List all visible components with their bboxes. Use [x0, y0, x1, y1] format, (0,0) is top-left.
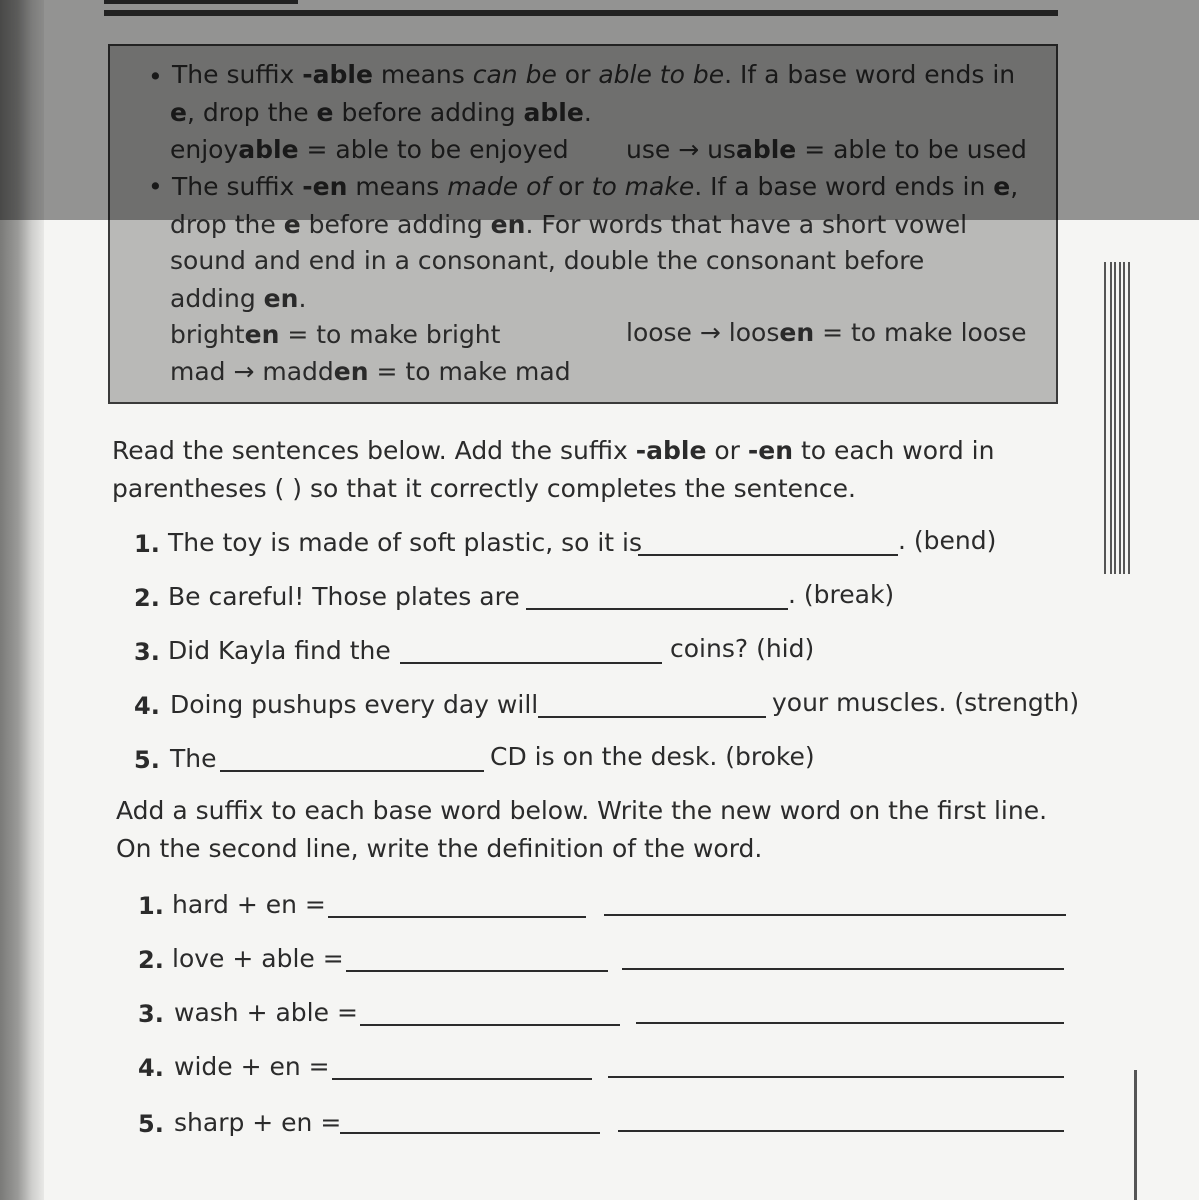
part2-item-4-word-blank[interactable] [332, 1078, 592, 1080]
part1-item-2-number: 2. [134, 584, 160, 612]
part2-item-3-word-blank[interactable] [360, 1024, 620, 1026]
part2-item-5-definition-blank[interactable] [618, 1130, 1064, 1132]
part2-item-5-number: 5. [138, 1110, 164, 1138]
part2-item-2-definition-blank[interactable] [622, 968, 1064, 970]
part2-item-5-text: sharp + en = [174, 1108, 342, 1137]
part2-item-3-text: wash + able = [174, 998, 358, 1027]
part2-item-3-definition-blank[interactable] [636, 1022, 1064, 1024]
page-fold-line [1134, 1070, 1137, 1200]
part1-item-2-hint: . (break) [788, 580, 895, 609]
able-example-enjoyable: enjoyable = able to be enjoyed [170, 135, 569, 164]
part2-item-2-word-blank[interactable] [346, 970, 608, 972]
bullet-able: • [148, 62, 163, 91]
top-rule [104, 10, 1058, 16]
part2-item-1-word-blank[interactable] [328, 916, 586, 918]
part1-item-4-hint: your muscles. (strength) [772, 688, 1080, 717]
part2-item-3-number: 3. [138, 1000, 164, 1028]
part2-item-4-definition-blank[interactable] [608, 1076, 1064, 1078]
part1-instructions-line-2: parentheses ( ) so that it correctly completes the sentence. [112, 474, 856, 503]
part1-item-3-text: Did Kayla find the [168, 636, 391, 665]
margin-bleed-lines [1104, 262, 1130, 574]
part1-item-3-number: 3. [134, 638, 160, 666]
top-rule-short [104, 0, 298, 4]
part2-item-5-word-blank[interactable] [340, 1132, 600, 1134]
part1-item-5-blank[interactable] [220, 770, 484, 772]
part1-item-5-text: The [170, 744, 217, 773]
part1-item-4-text: Doing pushups every day will [170, 690, 539, 719]
part1-item-4-blank[interactable] [538, 716, 766, 718]
part1-item-2-text: Be careful! Those plates are [168, 582, 520, 611]
part2-item-4-text: wide + en = [174, 1052, 330, 1081]
part1-item-1-number: 1. [134, 530, 160, 558]
en-example-madden: mad → madden = to make mad [170, 357, 571, 386]
page-edge-shadow [0, 0, 44, 1200]
able-example-usable: use → usable = able to be used [626, 135, 1027, 164]
part1-item-5-number: 5. [134, 746, 160, 774]
part2-instructions-line-1: Add a suffix to each base word below. Write the new word on the first line. [116, 796, 1048, 825]
part2-instructions-line-2: On the second line, write the definition of the word. [116, 834, 763, 863]
en-rule-line-1: The suffix -en means made of or to make. If a base word ends in e, [172, 172, 1019, 201]
part2-item-1-definition-blank[interactable] [604, 914, 1066, 916]
part2-item-2-text: love + able = [172, 944, 344, 973]
part2-item-1-text: hard + en = [172, 890, 326, 919]
part1-item-4-number: 4. [134, 692, 160, 720]
part1-item-3-blank[interactable] [400, 662, 662, 664]
part1-item-2-blank[interactable] [526, 608, 788, 610]
part2-item-1-number: 1. [138, 892, 164, 920]
part1-instructions-line-1: Read the sentences below. Add the suffix -able or -en to each word in [112, 436, 995, 465]
en-rule-line-3: sound and end in a consonant, double the consonant before [170, 246, 925, 275]
en-example-loosen: loose → loosen = to make loose [626, 318, 1027, 347]
able-rule-line-2: e, drop the e before adding able. [170, 98, 592, 127]
part1-item-5-hint: CD is on the desk. (broke) [490, 742, 815, 771]
bullet-en: • [148, 172, 163, 201]
part1-item-3-hint: coins? (hid) [670, 634, 815, 663]
en-example-brighten: brighten = to make bright [170, 320, 501, 349]
part2-item-4-number: 4. [138, 1054, 164, 1082]
part1-item-1-hint: . (bend) [898, 526, 997, 555]
en-rule-line-2: drop the e before adding en. For words that have a short vowel [170, 210, 968, 239]
part1-item-1-text: The toy is made of soft plastic, so it is [168, 528, 643, 557]
en-rule-line-4: adding en. [170, 284, 307, 313]
part1-item-1-blank[interactable] [638, 554, 898, 556]
able-rule-line-1: The suffix -able means can be or able to be. If a base word ends in [172, 60, 1016, 89]
part2-item-2-number: 2. [138, 946, 164, 974]
